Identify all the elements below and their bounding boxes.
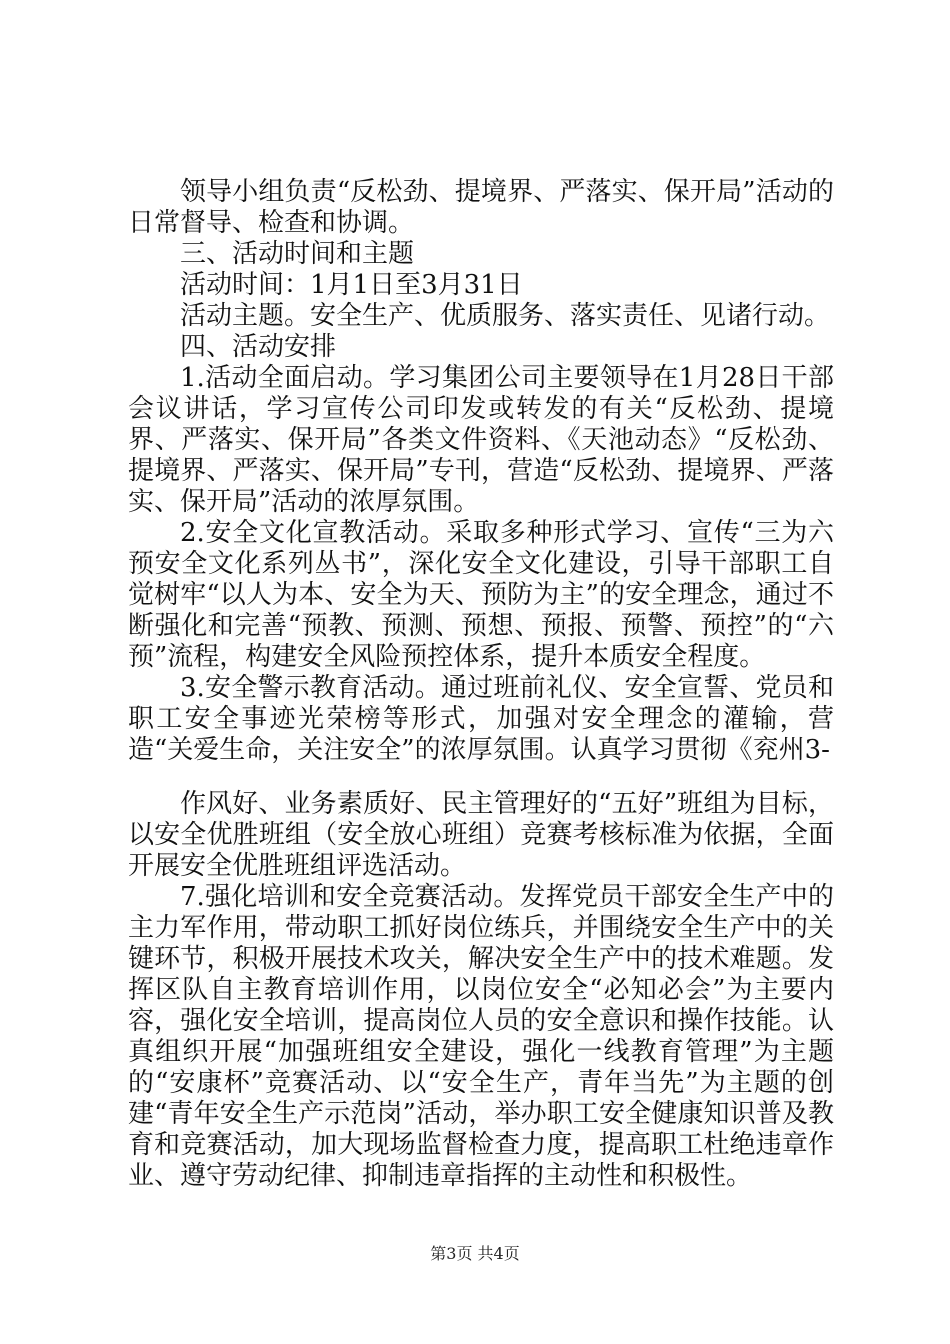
paragraph-item-1: 1.活动全面启动。学习集团公司主要领导在1月28日干部会议讲话，学习宣传公司印发或转发的有关“反松劲、提境界、严落实、保开局”各类文件资料、《天池动态》“反松劲、提境界、严落实、保开局”专刊，营造“反松劲、提境界、严落实、保开局”活动的浓厚氛围。 — [128, 363, 834, 517]
paragraph-item-7: 7.强化培训和安全竞赛活动。发挥党员干部安全生产中的主力军作用，带动职工抓好岗位练兵，并围绕安全生产中的关键环节，积极开展技术攻关，解决安全生产中的技术难题。发挥区队自主教育培训作用，以岗位安全“必知必会”为主要内容，强化安全培训，提高岗位人员的安全意识和操作技能。认真组织开展“加强班组安全建设，强化一线教育管理”为主题的“安康杯”竞赛活动、以“安全生产，青年当先”为主题的创建“青年安全生产示范岗”活动，举办职工安全健康知识普及教育和竞赛活动，加大现场监督检查力度，提高职工杜绝违章作业、遵守劳动纪律、抑制违章指挥的主动性和积极性。 — [128, 882, 834, 1191]
heading-activity-arrangement: 四、活动安排 — [180, 332, 337, 362]
paragraph-activity-theme: 活动主题。安全生产、优质服务、落实责任、见诸行动。 — [180, 301, 831, 331]
heading-activity-time-theme: 三、活动时间和主题 — [180, 239, 415, 269]
document-section-1 — [128, 177, 834, 766]
page-number-footer: 第3页 共4页 — [430, 1244, 520, 1263]
paragraph-leadership-group: 领导小组负责“反松劲、提境界、严落实、保开局”活动的日常督导、检查和协调。 — [128, 177, 834, 238]
paragraph-item-2: 2.安全文化宣教活动。采取多种形式学习、宣传“三为六预安全文化系列丛书”，深化安全文化建设，引导干部职工自觉树牢“以人为本、安全为天、预防为主”的安全理念，通过不断强化和完善“预教、预测、预想、预报、预警、预控”的“六预”流程，构建安全风险预控体系，提升本质安全程度。 — [128, 518, 834, 672]
paragraph-activity-time: 活动时间：1月1日至3月31日 — [180, 270, 523, 300]
paragraph-continued-item: 作风好、业务素质好、民主管理好的“五好”班组为目标，以安全优胜班组（安全放心班组）竞赛考核标准为依据，全面开展安全优胜班组评选活动。 — [128, 789, 834, 881]
document-section-2 — [128, 789, 834, 1192]
paragraph-item-3: 3.安全警示教育活动。通过班前礼仪、安全宣誓、党员和职工安全事迹光荣榜等形式，加强对安全理念的灌输，营造“关爱生命，关注安全”的浓厚氛围。认真学习贯彻《兖州3- — [128, 673, 834, 765]
